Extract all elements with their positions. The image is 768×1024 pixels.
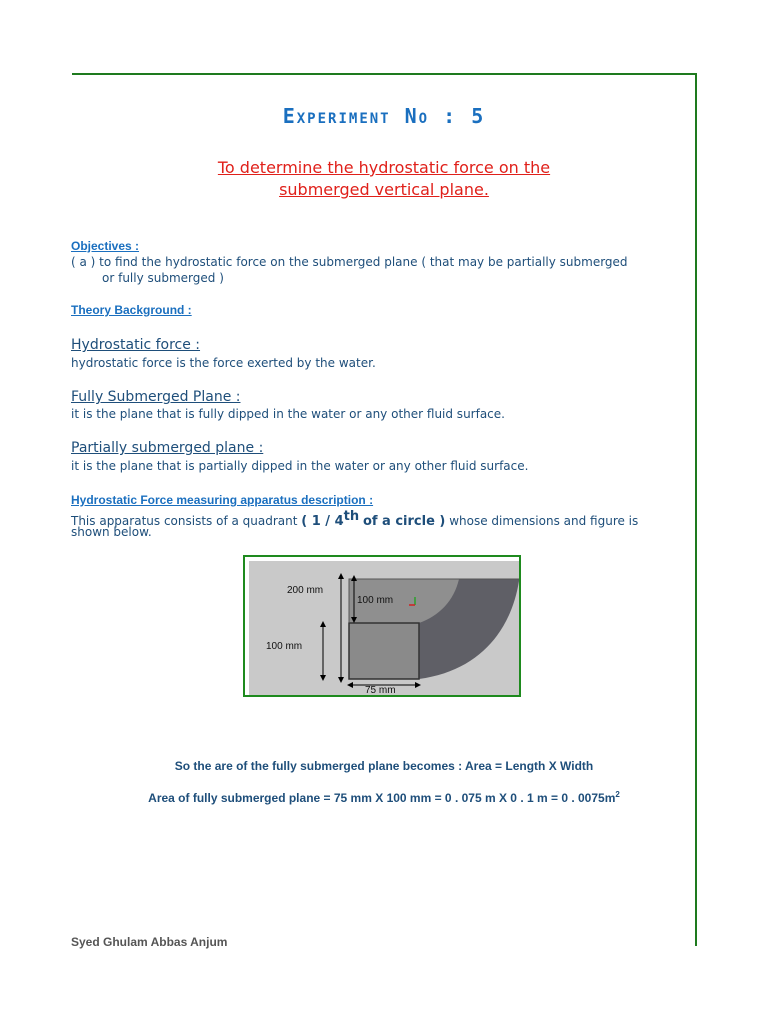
partially-submerged-text: it is the plane that is partially dipped in the water or any other fluid surface. <box>71 459 529 473</box>
quadrant-figure <box>243 555 521 697</box>
calc-line-2 <box>0 790 768 805</box>
objectives-heading: Objectives : <box>71 239 140 253</box>
apparatus-line-2: shown below. <box>71 525 152 539</box>
theory-heading: Theory Background : <box>71 303 192 317</box>
apparatus-bold-sup: th <box>343 509 360 524</box>
page-title: Experiment No : 5 <box>282 104 486 128</box>
author-footer: Syed Ghulam Abbas Anjum <box>71 935 228 949</box>
label-200-mm: 200 mm <box>287 585 324 596</box>
apparatus-text-after: whose dimensions and figure is <box>449 514 639 528</box>
hydrostatic-force-heading: Hydrostatic force : <box>71 337 201 353</box>
hydrostatic-force-text: hydrostatic force is the force exerted by the water. <box>71 356 376 370</box>
fully-submerged-text: it is the plane that is fully dipped in the water or any other fluid surface. <box>71 407 505 421</box>
submerged-plane-face <box>349 623 419 679</box>
fully-submerged-heading: Fully Submerged Plane : <box>71 389 241 405</box>
label-100-mm-top: 100 mm <box>357 595 394 606</box>
page-border-top <box>72 73 697 75</box>
label-100-mm-left: 100 mm <box>266 641 303 652</box>
label-75-mm: 75 mm <box>365 685 396 695</box>
apparatus-bold-part2: of a circle ) <box>362 514 446 529</box>
apparatus-line-1 <box>71 509 638 529</box>
calc-line-1: So the are of the fully submerged plane becomes : Area = Length X Width <box>174 759 594 773</box>
subtitle-line-1: To determine the hydrostatic force on the <box>217 158 551 177</box>
page-border-right <box>695 73 697 946</box>
subtitle-line-2: submerged vertical plane. <box>279 180 489 199</box>
partially-submerged-heading: Partially submerged plane : <box>71 440 264 456</box>
calc-line-2-main: Area of fully submerged plane = 75 mm X 100 mm = 0 . 075 m X 0 . 1 m = 0 . 0075m <box>148 791 616 805</box>
apparatus-heading: Hydrostatic Force measuring apparatus description : <box>71 493 374 507</box>
apparatus-text-before: This apparatus consists of a quadrant <box>71 514 298 528</box>
objectives-line-1: ( a ) to find the hydrostatic force on the submerged plane ( that may be partially submerged <box>71 255 628 269</box>
objectives-line-2: or fully submerged ) <box>102 271 224 285</box>
quadrant-diagram <box>249 561 519 695</box>
calc-line-2-sup: 2 <box>615 790 620 799</box>
apparatus-bold-part1: ( 1 / 4 <box>301 514 344 529</box>
